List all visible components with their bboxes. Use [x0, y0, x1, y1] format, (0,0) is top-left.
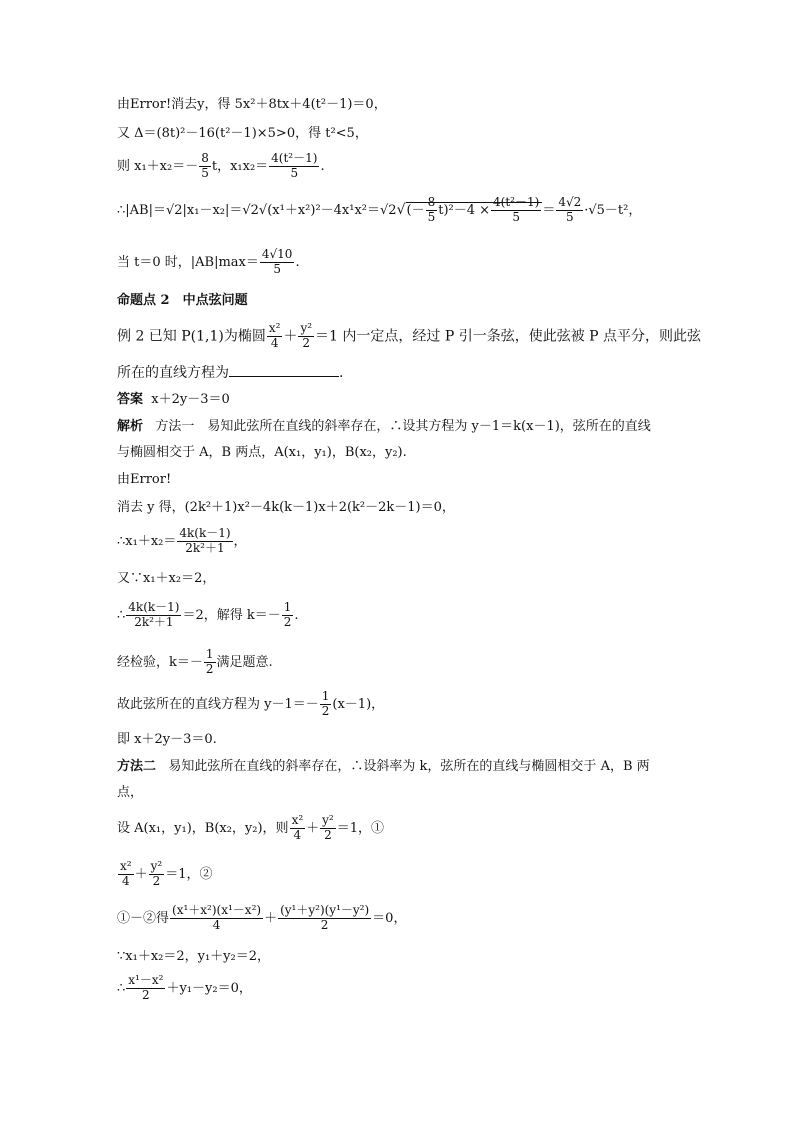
numerator: x²: [268, 321, 281, 335]
method-two-line-7: [117, 974, 252, 1003]
text: ，: [233, 533, 247, 549]
method-two-line-3: [117, 814, 384, 843]
answer-blank: [229, 364, 339, 377]
denominator: 2k²＋1: [185, 540, 225, 555]
numerator: y²: [322, 813, 334, 827]
fraction: [320, 690, 332, 719]
numerator: 1: [205, 647, 214, 661]
text: ＋: [283, 328, 298, 345]
text: ①－②得: [117, 910, 170, 926]
text: ＝2，解得 k＝－: [182, 607, 281, 623]
analysis-line-3: 由Error!: [117, 472, 172, 487]
text: ＋: [306, 820, 320, 836]
analysis-line-9: [117, 690, 384, 719]
analysis-label: 解析: [117, 419, 144, 434]
analysis-line-2: 与椭圆相交于 A，B 两点，A(x₁，y₁)，B(x₂，y₂).: [117, 445, 407, 460]
text: 经检验，k＝－: [117, 654, 203, 670]
example-2-question-cont: [117, 364, 343, 380]
text: (x－1)，: [332, 696, 385, 712]
numerator: x¹－x²: [128, 973, 164, 987]
text: 设 A(x₁，y₁)，B(x₂，y₂)，则: [117, 820, 289, 836]
section-heading: 命题点 2 中点弦问题: [117, 293, 248, 308]
text: (－: [406, 202, 425, 218]
text: ＝0，: [372, 910, 407, 926]
fraction: [126, 974, 165, 1003]
text: 故此弦所在的直线方程为 y－1＝－: [117, 696, 319, 712]
denominator: 2: [205, 661, 214, 676]
fraction: [177, 527, 232, 556]
sqrt-body: [406, 195, 543, 224]
method-two-line-5: [117, 904, 406, 933]
numerator: 4√10: [261, 247, 293, 261]
text: 满足题意.: [216, 654, 273, 670]
method-two-line-6: ∵x₁＋x₂＝2，y₁＋y₂＝2，: [117, 949, 271, 964]
text: ＋y₁－y₂＝0，: [166, 980, 252, 996]
denominator: 5: [290, 165, 299, 180]
denominator: 4: [212, 917, 221, 932]
solution-line-discriminant: 又 Δ＝(8t)²－16(t²－1)×5>0，得 t²<5，: [117, 126, 368, 141]
fraction: [199, 152, 211, 181]
text: ∴x₁＋x₂＝: [117, 533, 177, 549]
fraction: [491, 196, 541, 225]
text: ∴|AB|＝√2|x₁－x₂|＝√2√(x¹＋x²)²－4x¹x²＝√2: [117, 202, 397, 218]
denominator: 2: [152, 873, 161, 888]
text: .: [320, 158, 325, 174]
text: 当 t＝0 时，|AB|max＝: [117, 254, 259, 270]
text: ＝1 内一定点，经过 P 引一条弦，使此弦被 P 点平分，则此弦: [315, 328, 702, 345]
fraction: [278, 904, 371, 933]
text: ·√5－t²，: [584, 202, 642, 218]
analysis-line-5: [117, 527, 247, 556]
numerator: x²: [291, 813, 304, 827]
fraction: [426, 196, 438, 225]
denominator: 2: [283, 614, 292, 629]
numerator: 4(t²－1): [493, 195, 540, 209]
fraction: [267, 322, 283, 351]
text: ∴: [117, 980, 126, 996]
text: 易知此弦所在直线的斜率存在，∴设斜率为 k，弦所在的直线与椭圆相交于 A，B 两: [168, 759, 650, 774]
method-two-label: 方法二: [117, 759, 157, 774]
example-2-question: [117, 322, 701, 351]
solution-line-vieta: [117, 152, 325, 181]
denominator: 2k²＋1: [134, 614, 174, 629]
fraction: [290, 814, 306, 843]
fraction: [260, 248, 295, 277]
text: .: [295, 254, 300, 270]
denominator: 2: [324, 827, 332, 842]
denominator: 5: [201, 165, 209, 180]
text: 所在的直线方程为: [117, 365, 229, 381]
numerator: 1: [321, 689, 330, 703]
numerator: 8: [201, 151, 209, 165]
denominator: 5: [273, 261, 281, 276]
numerator: 4k(k－1): [179, 526, 231, 540]
denominator: 4: [270, 335, 279, 350]
analysis-line-10: 即 x＋2y－3＝0.: [117, 732, 217, 747]
analysis-line-8: [117, 648, 273, 677]
numerator: y²: [300, 321, 313, 335]
text: .: [339, 365, 344, 381]
numerator: 4√2: [558, 195, 582, 209]
solution-line-eliminate-y: 由Error!消去y，得 5x²＋8tx＋4(t²－1)＝0，: [117, 97, 387, 112]
denominator: 4: [293, 827, 302, 842]
text: ＋: [134, 866, 148, 882]
text: ∴: [117, 607, 126, 623]
text: .: [294, 607, 299, 623]
numerator: 1: [283, 600, 292, 614]
method-two-line-4: [117, 860, 212, 889]
fraction: [149, 860, 165, 889]
fraction: [556, 196, 583, 225]
fraction: [170, 904, 263, 933]
text: 方法一 易知此弦所在直线的斜率存在，∴设其方程为 y－1＝k(x－1)，弦所在的直线: [155, 419, 651, 434]
text: ＋: [264, 910, 278, 926]
text: t，x₁x₂＝: [211, 158, 269, 174]
denominator: 5: [512, 209, 520, 224]
answer-label: 答案: [117, 392, 144, 407]
text: ＝1，②: [165, 866, 213, 882]
denominator: 2: [142, 987, 150, 1002]
text: 则 x₁＋x₂＝－: [117, 158, 199, 174]
solution-line-chord-length: [117, 196, 641, 225]
text: ＝1，①: [336, 820, 385, 836]
fraction: [204, 648, 216, 677]
answer-value: x＋2y－3＝0: [151, 392, 230, 407]
fraction: [298, 322, 314, 351]
fraction: [320, 814, 336, 843]
denominator: 5: [427, 209, 436, 224]
fraction: [118, 860, 134, 889]
method-two-line-2: 点，: [117, 785, 144, 800]
text: 例 2 已知 P(1,1)为椭圆: [117, 328, 266, 345]
numerator: 4k(k－1): [128, 600, 180, 614]
analysis-line-4: 消去 y 得，(2k²＋1)x²－4k(k－1)x＋2(k²－2k－1)＝0，: [117, 500, 455, 515]
numerator: y²: [150, 859, 163, 873]
denominator: 2: [302, 335, 311, 350]
answer-line: [117, 393, 230, 406]
numerator: (y¹＋y²)(y¹－y²): [280, 903, 370, 917]
denominator: 5: [565, 209, 574, 224]
method-two-line-1: [117, 760, 650, 773]
text: t)²－4 ×: [438, 202, 491, 218]
solution-line-max-length: [117, 248, 300, 277]
numerator: 8: [427, 195, 436, 209]
numerator: (x¹＋x²)(x¹－x²): [172, 903, 262, 917]
text: ＝: [542, 202, 556, 218]
fraction: [282, 601, 294, 630]
analysis-line-6: 又∵x₁＋x₂＝2，: [117, 571, 216, 586]
fraction: [269, 152, 319, 181]
denominator: 2: [320, 917, 329, 932]
numerator: x²: [120, 859, 132, 873]
denominator: 4: [121, 873, 130, 888]
analysis-line-1: [117, 420, 651, 433]
numerator: 4(t²－1): [271, 151, 318, 165]
analysis-line-7: [117, 601, 299, 630]
fraction: [126, 601, 181, 630]
sqrt-radical: √: [396, 201, 406, 218]
denominator: 2: [321, 703, 330, 718]
